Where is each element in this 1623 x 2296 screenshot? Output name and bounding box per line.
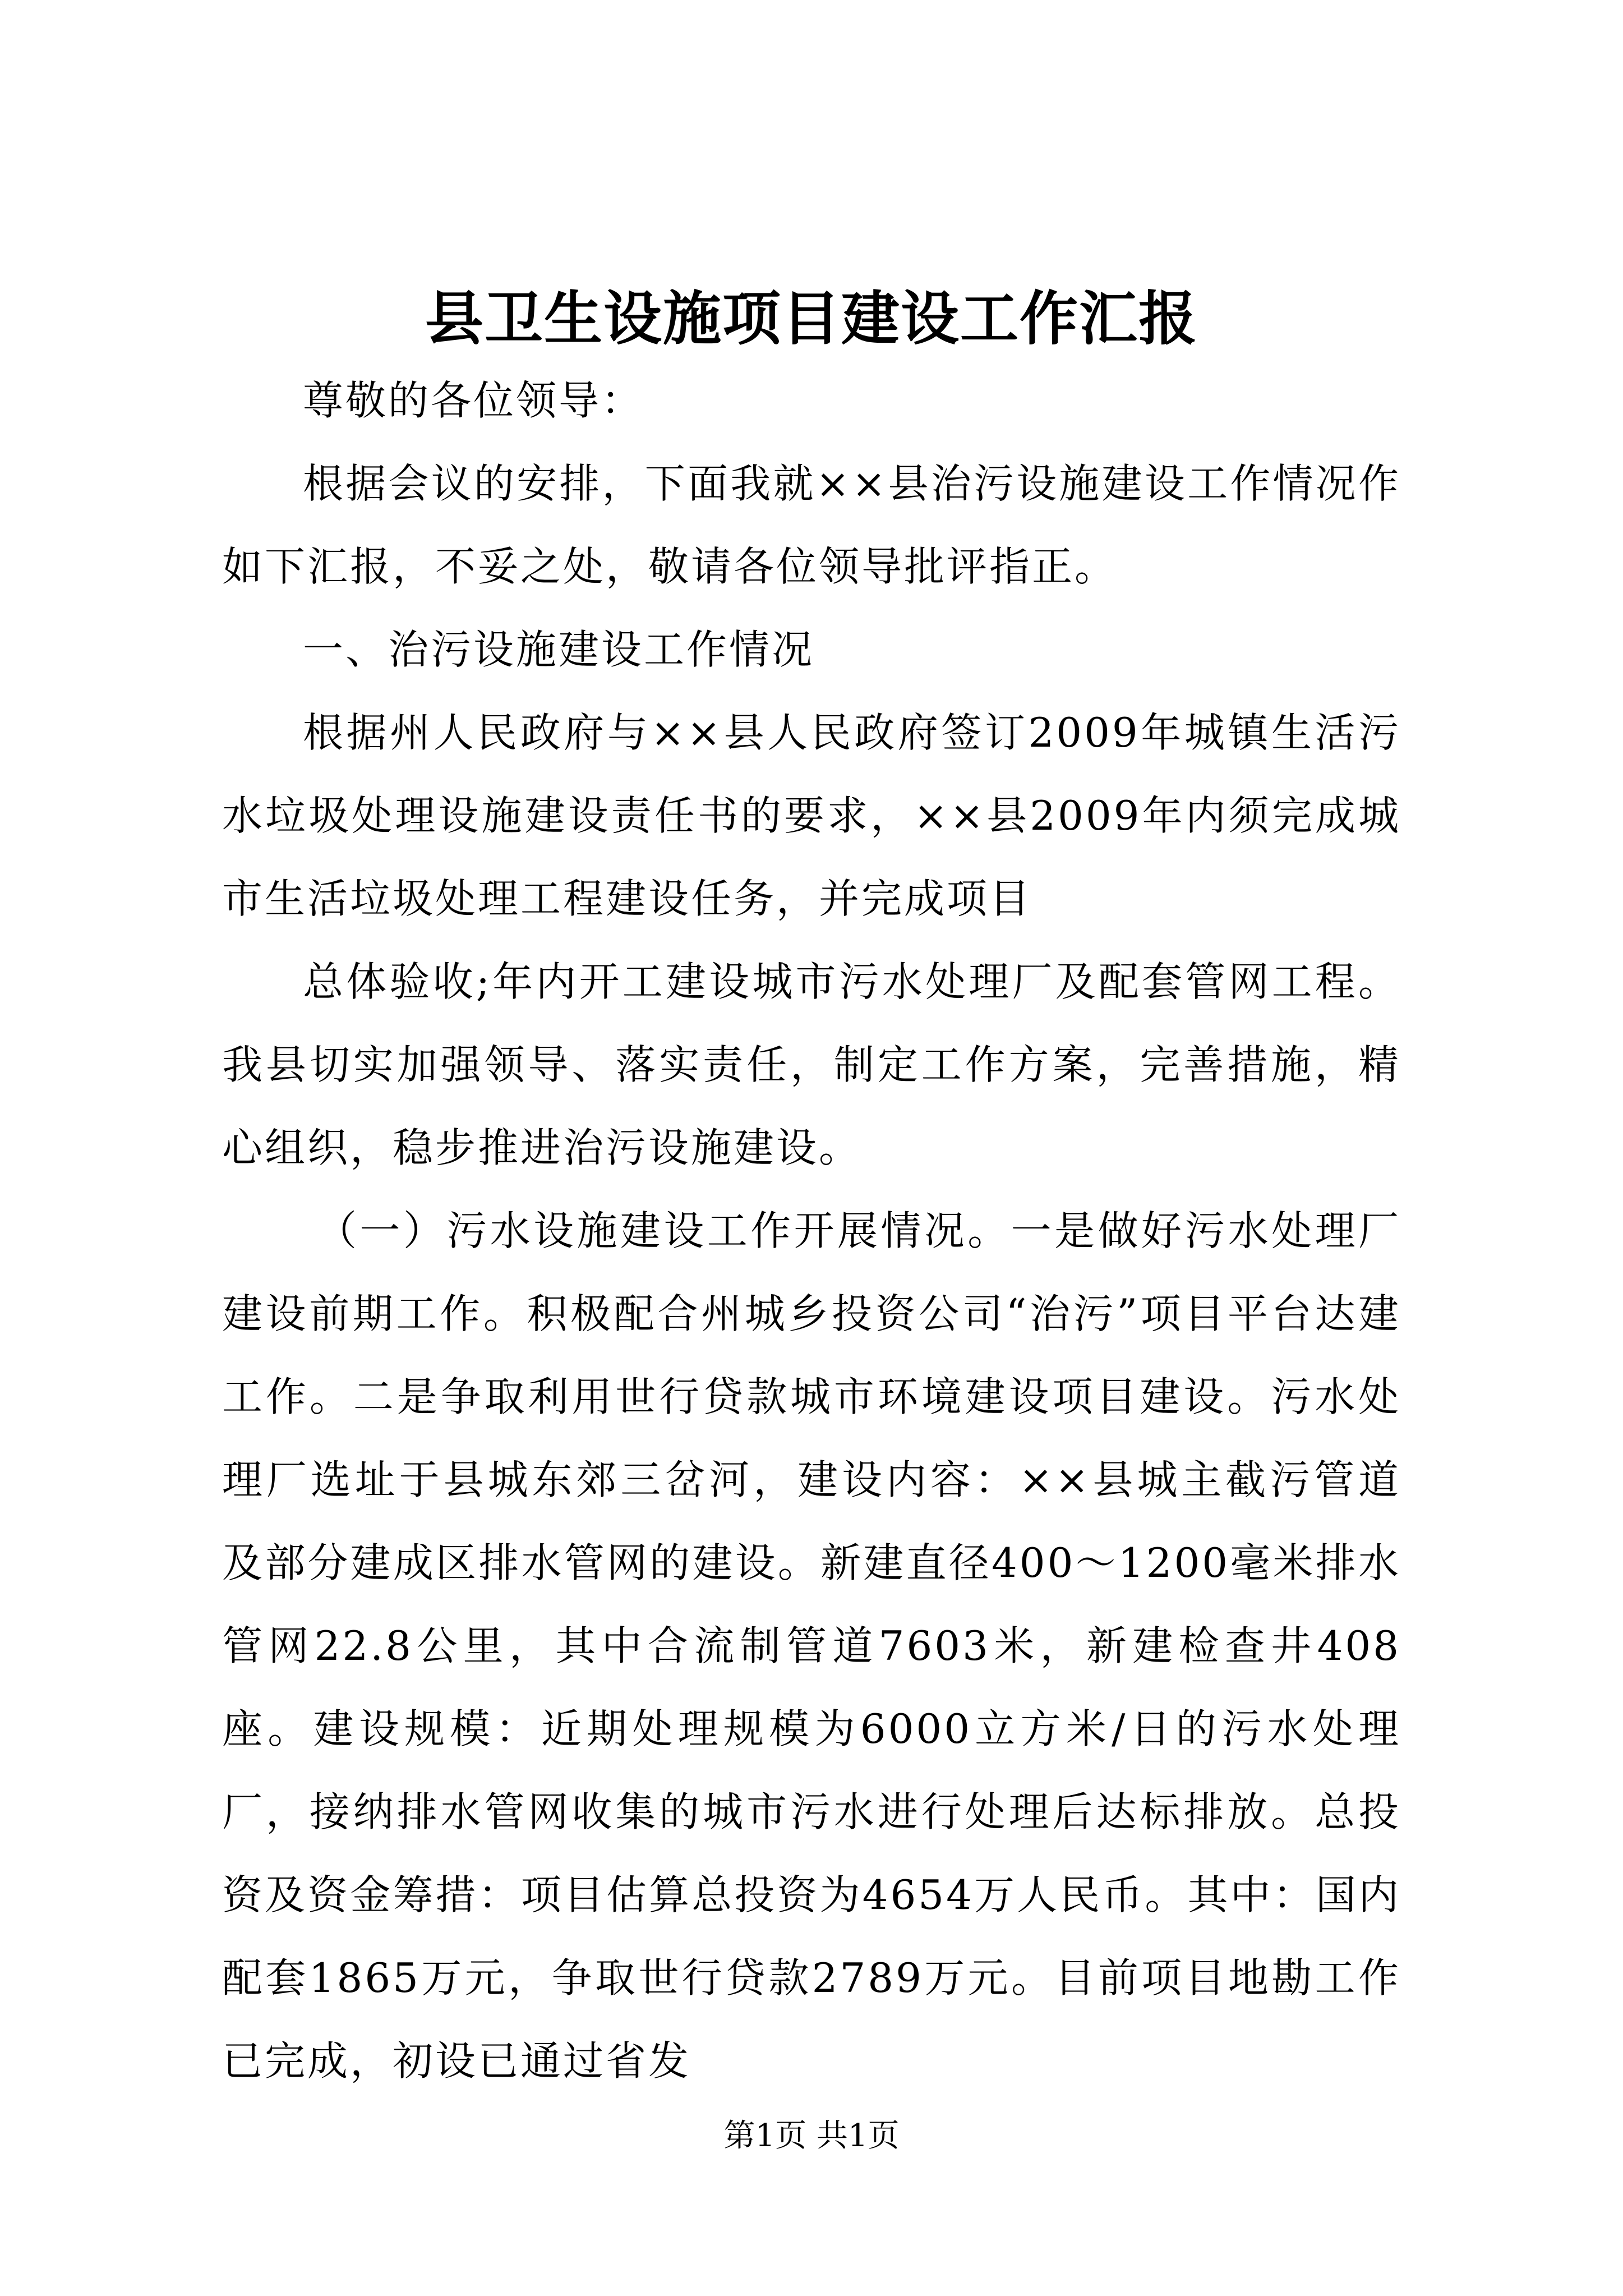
body-paragraph: 总体验收;年内开工建设城市污水处理厂及配套管网工程。我县切实加强领导、落实责任，制定工作方案，完善措施，精心组织，稳步推进治污设施建设。	[222, 958, 1401, 1171]
page-footer: 第1页 共1页	[723, 2118, 900, 2154]
section-heading: 一、治污设施建设工作情况	[303, 626, 815, 673]
body-paragraph: （一）污水设施建设工作开展情况。一是做好污水处理厂建设前期工作。积极配合州城乡投资公司“治污”项目平台达建工作。二是争取利用世行贷款城市环境建设项目建设。污水处理厂选址于县城东郊三岔河，建设内容：××县城主截污管道及部分建成区排水管网的建设。新建直径400～1200毫米排水管网22.8公里，其中合流制管道7603米，新建检查井408座。建设规模：近期处理规模为6000立方米/日的污水处理厂，接纳排水管网收集的城市污水进行处理后达标排放。总投资及资金筹措：项目估算总投资为4654万人民币。其中：国内配套1865万元，争取世行贷款2789万元。目前项目地勘工作已完成，初设已通过省发	[222, 1207, 1401, 2085]
body-paragraph: 根据州人民政府与××县人民政府签订2009年城镇生活污水垃圾处理设施建设责任书的要求，××县2009年内须完成城市生活垃圾处理工程建设任务，并完成项目	[222, 709, 1401, 922]
document-title: 县卫生设施项目建设工作汇报	[425, 284, 1198, 353]
salutation-paragraph: 尊敬的各位领导：	[303, 377, 644, 424]
intro-paragraph: 根据会议的安排，下面我就××县治污设施建设工作情况作如下汇报，不妥之处，敬请各位领导批评指正。	[222, 460, 1401, 590]
document-body	[222, 359, 1401, 2102]
